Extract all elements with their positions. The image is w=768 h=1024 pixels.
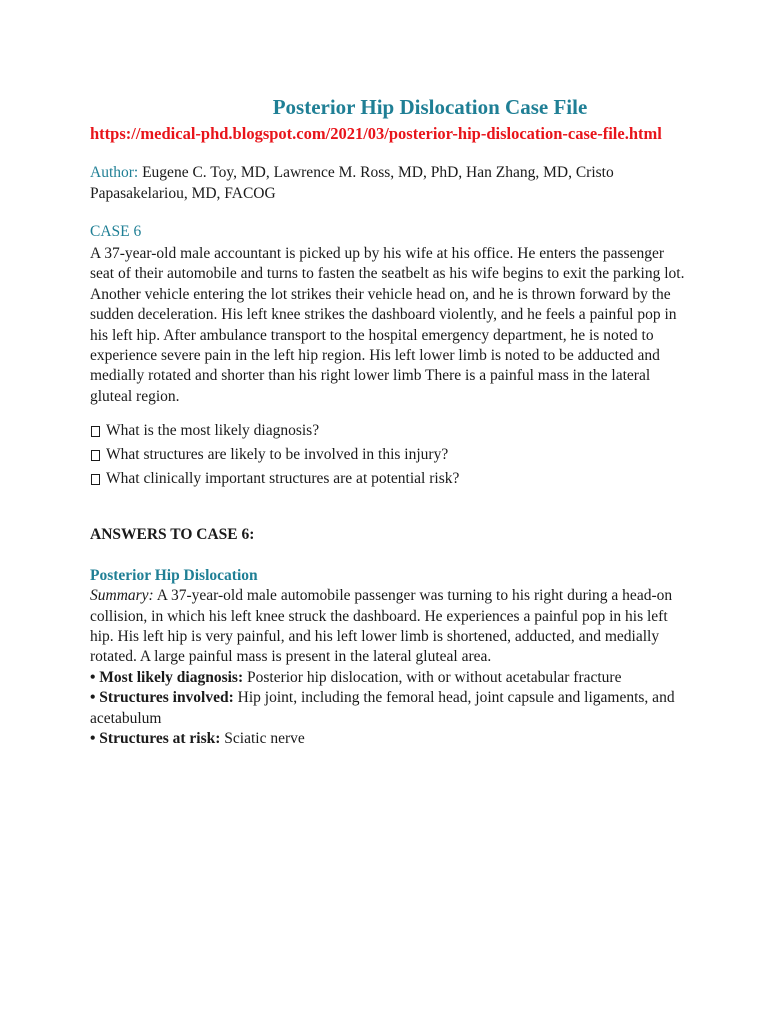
bullet-label: • Structures involved: bbox=[90, 689, 234, 707]
missing-glyph-icon bbox=[91, 450, 100, 461]
question-text: What is the most likely diagnosis? bbox=[106, 422, 320, 440]
bullet-label: • Most likely diagnosis: bbox=[90, 668, 244, 686]
bullet-item bbox=[90, 729, 690, 749]
author-line bbox=[90, 162, 690, 204]
question-item bbox=[90, 467, 690, 491]
case-heading: CASE 6 bbox=[90, 223, 142, 240]
question-text: What structures are likely to be involved in this injury? bbox=[106, 446, 449, 464]
bullet-item bbox=[90, 668, 690, 688]
bullet-label: • Structures at risk: bbox=[90, 730, 221, 748]
question-item bbox=[90, 419, 690, 443]
author-label: Author: bbox=[90, 164, 139, 181]
question-text: What clinically important structures are at potential risk? bbox=[106, 470, 460, 488]
document-title: Posterior Hip Dislocation Case File bbox=[272, 95, 588, 119]
missing-glyph-icon bbox=[91, 426, 100, 437]
bullet-text: Hip joint, including the femoral head, joint capsule and ligaments, and acetabulum bbox=[90, 689, 675, 727]
bullet-text: Sciatic nerve bbox=[220, 730, 305, 748]
answers-heading: ANSWERS TO CASE 6: bbox=[90, 526, 255, 544]
summary-text: A 37-year-old male automobile passenger was turning to his right during a head-on collision, in which his left knee struck the dashboard. He experiences a painful pop in his left hip. His left hip is very painful, and his left lower limb is shortened, adducted, and medially rotated. A large painful mass is present in the lateral gluteal area. bbox=[90, 587, 673, 666]
missing-glyph-icon bbox=[91, 474, 100, 485]
summary-label: Summary: bbox=[90, 587, 154, 605]
document-page bbox=[90, 94, 690, 750]
bullet-item bbox=[90, 688, 690, 729]
question-item bbox=[90, 443, 690, 467]
case-text: A 37-year-old male accountant is picked up by his wife at his office. He enters the passenger seat of their automobile and turns to fasten the seatbelt as his wife begins to exit the parking lot. Another vehicle entering the lot strikes their vehicle head on, and he is thrown forward by the sudden deceleration. His left knee strikes the dashboard violently, and he feels a painful pop in his left hip. After ambulance transport to the hospital emergency department, he is noted to experience severe pain in the left hip region. His left lower limb is noted to be adducted and medially rotated and shorter than his right lower limb There is a painful mass in the lateral gluteal region. bbox=[90, 245, 685, 405]
question-list bbox=[90, 419, 690, 491]
author-names: Eugene C. Toy, MD, Lawrence M. Ross, MD, PhD, Han Zhang, MD, Cristo Papasakelariou, MD, FACOG bbox=[90, 164, 614, 202]
section-heading: Posterior Hip Dislocation bbox=[90, 567, 258, 585]
summary-paragraph bbox=[90, 586, 690, 668]
source-link[interactable]: https://medical-phd.blogspot.com/2021/03/posterior-hip-dislocation-case-file.html bbox=[90, 124, 662, 143]
bullet-text: Posterior hip dislocation, with or without acetabular fracture bbox=[243, 668, 622, 686]
